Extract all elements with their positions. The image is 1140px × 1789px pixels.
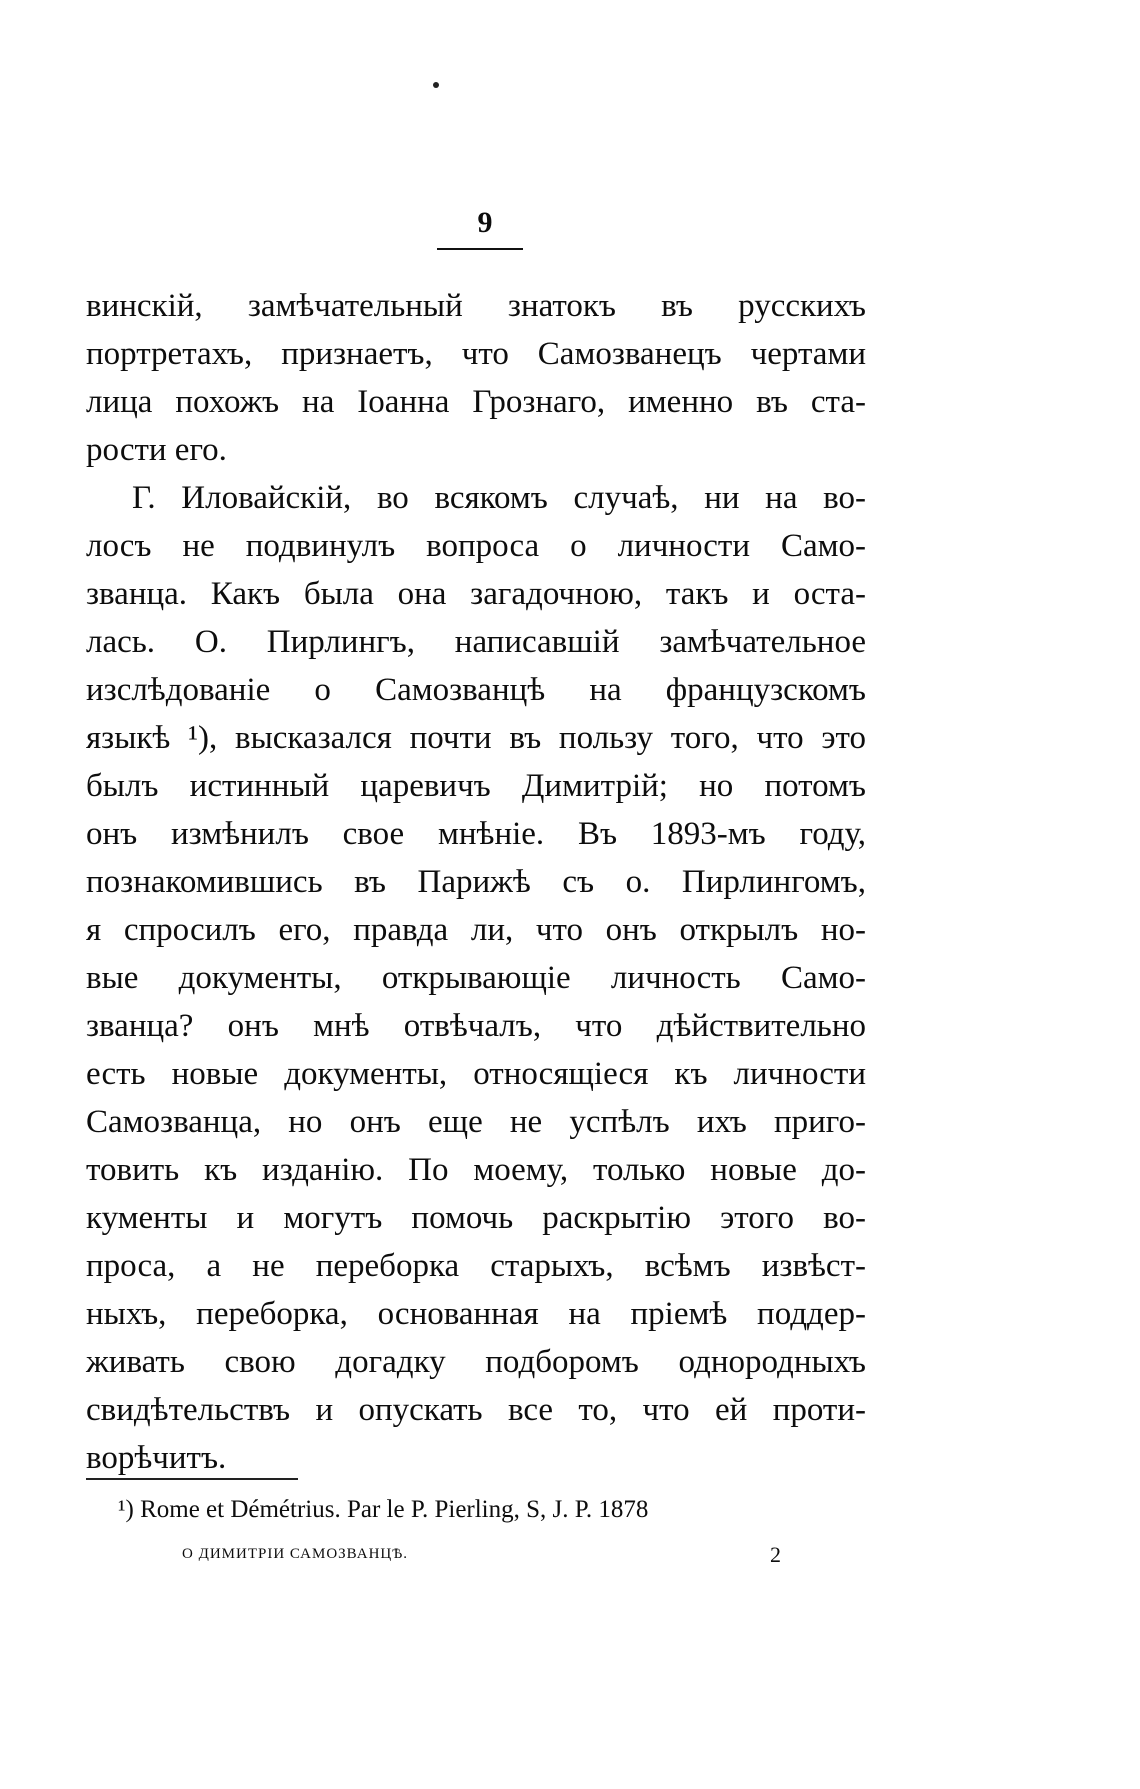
text-line: я спросилъ его, правда ли, что онъ открылъ но- <box>86 912 866 948</box>
text-line: лосъ не подвинулъ вопроса о личности Само- <box>86 528 866 564</box>
text-line: онъ измѣнилъ свое мнѣніе. Въ 1893-мъ году, <box>86 816 866 852</box>
text-line: лась. О. Пирлингъ, написавшій замѣчательное <box>86 624 866 660</box>
text-line: проса, а не переборка старыхъ, всѣмъ извѣст- <box>86 1248 866 1284</box>
text-line: есть новые документы, относящіеся къ личности <box>86 1056 866 1092</box>
signature-line: О ДИМИТРІИ САМОЗВАНЦѢ. <box>182 1546 409 1562</box>
text-line: изслѣдованіе о Самозванцѣ на французскомъ <box>86 672 866 708</box>
ink-speck <box>433 82 439 88</box>
text-line: званца? онъ мнѣ отвѣчалъ, что дѣйствительно <box>86 1008 866 1044</box>
text-line: кументы и могутъ помочь раскрытію этого во- <box>86 1200 866 1236</box>
page-number-rule <box>437 248 523 250</box>
footnote-rule <box>86 1478 298 1480</box>
text-line: винскій, замѣчательный знатокъ въ русскихъ <box>86 288 866 324</box>
text-line: рости его. <box>86 432 227 468</box>
text-line: званца. Какъ была она загадочною, такъ и оста- <box>86 576 866 612</box>
text-line: товить къ изданію. По моему, только новые до- <box>86 1152 866 1188</box>
text-line: былъ истинный царевичъ Димитрій; но потомъ <box>86 768 866 804</box>
page-number: 9 <box>477 206 493 239</box>
text-line: языкѣ ¹), высказался почти въ пользу того, что это <box>86 720 866 756</box>
text-line: ворѣчитъ. <box>86 1440 227 1476</box>
text-line: вые документы, открывающіе личность Само- <box>86 960 866 996</box>
text-line: лица похожъ на Іоанна Грознаго, именно въ ста- <box>86 384 866 420</box>
text-line: Г. Иловайскій, во всякомъ случаѣ, ни на во- <box>132 480 866 516</box>
text-line: живать свою догадку подборомъ однородныхъ <box>86 1344 866 1380</box>
footnote: ¹) Rome et Démétrius. Par le P. Pierling, S, J. P. 1878 <box>118 1496 649 1523</box>
text-line: Самозванца, но онъ еще не успѣлъ ихъ приго- <box>86 1104 866 1140</box>
text-line: познакомившись въ Парижѣ съ о. Пирлингомъ, <box>86 864 866 900</box>
text-line: свидѣтельствъ и опускать все то, что ей проти- <box>86 1392 866 1428</box>
text-line: ныхъ, переборка, основанная на пріемѣ поддер- <box>86 1296 866 1332</box>
signature-mark: 2 <box>770 1542 781 1567</box>
text-line: портретахъ, признаетъ, что Самозванецъ чертами <box>86 336 866 372</box>
